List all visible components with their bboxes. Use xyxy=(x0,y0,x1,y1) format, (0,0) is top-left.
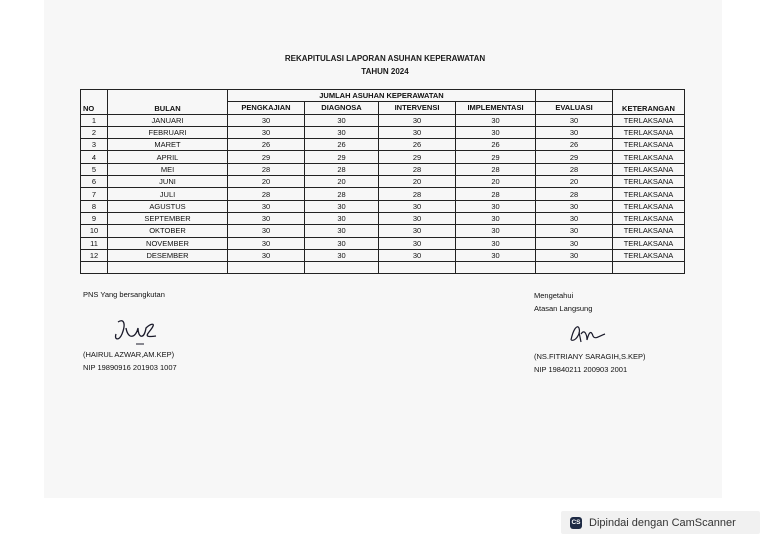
empty-cell xyxy=(613,262,685,274)
table-row xyxy=(81,249,685,261)
row-number: 8 xyxy=(81,200,108,212)
right-label-mengetahui: Mengetahui xyxy=(534,291,574,300)
row-pengkajian: 28 xyxy=(228,163,305,175)
camscanner-badge xyxy=(561,511,760,534)
row-month: AGUSTUS xyxy=(108,200,228,212)
row-diagnosa: 30 xyxy=(305,237,379,249)
row-implementasi: 28 xyxy=(456,163,536,175)
row-implementasi: 30 xyxy=(456,212,536,224)
row-diagnosa: 28 xyxy=(305,188,379,200)
row-implementasi: 30 xyxy=(456,249,536,261)
row-month: JANUARI xyxy=(108,114,228,126)
row-diagnosa: 30 xyxy=(305,200,379,212)
row-pengkajian: 28 xyxy=(228,188,305,200)
row-pengkajian: 30 xyxy=(228,249,305,261)
row-month: JUNI xyxy=(108,176,228,188)
row-evaluasi: 30 xyxy=(536,126,613,138)
row-evaluasi: 30 xyxy=(536,225,613,237)
empty-cell xyxy=(456,262,536,274)
row-intervensi: 26 xyxy=(379,139,456,151)
row-evaluasi: 30 xyxy=(536,114,613,126)
row-pengkajian: 26 xyxy=(228,139,305,151)
header-jumlah-asuhan: JUMLAH ASUHAN KEPERAWATAN xyxy=(228,90,536,102)
empty-cell xyxy=(305,262,379,274)
row-number: 9 xyxy=(81,212,108,224)
row-month: DESEMBER xyxy=(108,249,228,261)
row-implementasi: 29 xyxy=(456,151,536,163)
row-implementasi: 26 xyxy=(456,139,536,151)
left-signer-name: (HAIRUL AZWAR,AM.KEP) xyxy=(83,350,175,359)
row-implementasi: 20 xyxy=(456,176,536,188)
table-empty-row xyxy=(81,262,685,274)
row-number: 6 xyxy=(81,176,108,188)
row-intervensi: 28 xyxy=(379,188,456,200)
row-diagnosa: 20 xyxy=(305,176,379,188)
row-keterangan: TERLAKSANA xyxy=(613,212,685,224)
row-implementasi: 30 xyxy=(456,126,536,138)
row-number: 10 xyxy=(81,225,108,237)
row-month: SEPTEMBER xyxy=(108,212,228,224)
row-implementasi: 30 xyxy=(456,237,536,249)
row-diagnosa: 30 xyxy=(305,225,379,237)
row-evaluasi: 29 xyxy=(536,151,613,163)
row-keterangan: TERLAKSANA xyxy=(613,200,685,212)
row-diagnosa: 26 xyxy=(305,139,379,151)
right-signature xyxy=(565,320,609,348)
row-pengkajian: 30 xyxy=(228,114,305,126)
row-diagnosa: 30 xyxy=(305,212,379,224)
left-signature xyxy=(112,314,170,348)
header-pengkajian: PENGKAJIAN xyxy=(228,102,305,114)
right-signer-nip: NIP 19840211 200903 2001 xyxy=(534,365,628,374)
empty-cell xyxy=(228,262,305,274)
row-evaluasi: 26 xyxy=(536,139,613,151)
row-intervensi: 30 xyxy=(379,126,456,138)
row-evaluasi: 28 xyxy=(536,163,613,175)
row-pengkajian: 30 xyxy=(228,212,305,224)
row-month: NOVEMBER xyxy=(108,237,228,249)
header-intervensi: INTERVENSI xyxy=(379,102,456,114)
empty-cell xyxy=(81,262,108,274)
row-intervensi: 30 xyxy=(379,249,456,261)
row-month: FEBRUARI xyxy=(108,126,228,138)
header-evaluasi: EVALUASI xyxy=(536,102,613,114)
row-diagnosa: 28 xyxy=(305,163,379,175)
row-keterangan: TERLAKSANA xyxy=(613,225,685,237)
row-month: MARET xyxy=(108,139,228,151)
document-subtitle: TAHUN 2024 xyxy=(361,67,409,76)
left-signer-nip: NIP 19890916 201903 1007 xyxy=(83,363,177,372)
row-implementasi: 30 xyxy=(456,114,536,126)
table-row xyxy=(81,176,685,188)
left-signer-label: PNS Yang bersangkutan xyxy=(83,290,165,299)
row-intervensi: 20 xyxy=(379,176,456,188)
row-number: 12 xyxy=(81,249,108,261)
row-number: 4 xyxy=(81,151,108,163)
row-keterangan: TERLAKSANA xyxy=(613,139,685,151)
row-keterangan: TERLAKSANA xyxy=(613,188,685,200)
table-row xyxy=(81,126,685,138)
table-row xyxy=(81,188,685,200)
row-number: 1 xyxy=(81,114,108,126)
right-label-atasan: Atasan Langsung xyxy=(534,304,593,313)
row-evaluasi: 30 xyxy=(536,249,613,261)
empty-cell xyxy=(536,262,613,274)
row-implementasi: 30 xyxy=(456,225,536,237)
row-keterangan: TERLAKSANA xyxy=(613,151,685,163)
header-keterangan: KETERANGAN xyxy=(613,90,685,115)
header-implementasi: IMPLEMENTASI xyxy=(456,102,536,114)
row-number: 7 xyxy=(81,188,108,200)
row-keterangan: TERLAKSANA xyxy=(613,163,685,175)
row-implementasi: 28 xyxy=(456,188,536,200)
row-month: OKTOBER xyxy=(108,225,228,237)
table-row xyxy=(81,212,685,224)
camscanner-text: Dipindai dengan CamScanner xyxy=(589,516,736,529)
table-row xyxy=(81,139,685,151)
row-intervensi: 30 xyxy=(379,114,456,126)
row-number: 11 xyxy=(81,237,108,249)
table-row xyxy=(81,225,685,237)
empty-cell xyxy=(379,262,456,274)
row-keterangan: TERLAKSANA xyxy=(613,249,685,261)
row-pengkajian: 30 xyxy=(228,237,305,249)
header-blank xyxy=(536,90,613,102)
row-diagnosa: 30 xyxy=(305,126,379,138)
camscanner-logo-icon: CS xyxy=(570,517,582,529)
row-evaluasi: 30 xyxy=(536,212,613,224)
row-intervensi: 30 xyxy=(379,212,456,224)
row-pengkajian: 30 xyxy=(228,225,305,237)
row-month: MEI xyxy=(108,163,228,175)
row-keterangan: TERLAKSANA xyxy=(613,126,685,138)
row-month: APRIL xyxy=(108,151,228,163)
row-intervensi: 29 xyxy=(379,151,456,163)
row-number: 3 xyxy=(81,139,108,151)
row-evaluasi: 20 xyxy=(536,176,613,188)
table-row xyxy=(81,151,685,163)
row-keterangan: TERLAKSANA xyxy=(613,176,685,188)
empty-cell xyxy=(108,262,228,274)
recap-table xyxy=(80,89,685,274)
row-intervensi: 30 xyxy=(379,225,456,237)
row-keterangan: TERLAKSANA xyxy=(613,114,685,126)
row-pengkajian: 30 xyxy=(228,200,305,212)
row-number: 5 xyxy=(81,163,108,175)
right-signer-name: (NS.FITRIANY SARAGIH,S.KEP) xyxy=(534,352,646,361)
row-evaluasi: 28 xyxy=(536,188,613,200)
row-number: 2 xyxy=(81,126,108,138)
row-intervensi: 30 xyxy=(379,237,456,249)
row-intervensi: 30 xyxy=(379,200,456,212)
row-diagnosa: 30 xyxy=(305,114,379,126)
table-row xyxy=(81,114,685,126)
header-diagnosa: DIAGNOSA xyxy=(305,102,379,114)
row-evaluasi: 30 xyxy=(536,200,613,212)
row-keterangan: TERLAKSANA xyxy=(613,237,685,249)
table-row xyxy=(81,163,685,175)
table-row xyxy=(81,237,685,249)
row-diagnosa: 30 xyxy=(305,249,379,261)
row-month: JULI xyxy=(108,188,228,200)
row-pengkajian: 20 xyxy=(228,176,305,188)
row-intervensi: 28 xyxy=(379,163,456,175)
header-no: NO xyxy=(81,90,108,115)
row-pengkajian: 29 xyxy=(228,151,305,163)
row-pengkajian: 30 xyxy=(228,126,305,138)
document-title: REKAPITULASI LAPORAN ASUHAN KEPERAWATAN xyxy=(284,54,486,63)
header-bulan: BULAN xyxy=(108,90,228,115)
row-implementasi: 30 xyxy=(456,200,536,212)
table-row xyxy=(81,200,685,212)
row-diagnosa: 29 xyxy=(305,151,379,163)
row-evaluasi: 30 xyxy=(536,237,613,249)
